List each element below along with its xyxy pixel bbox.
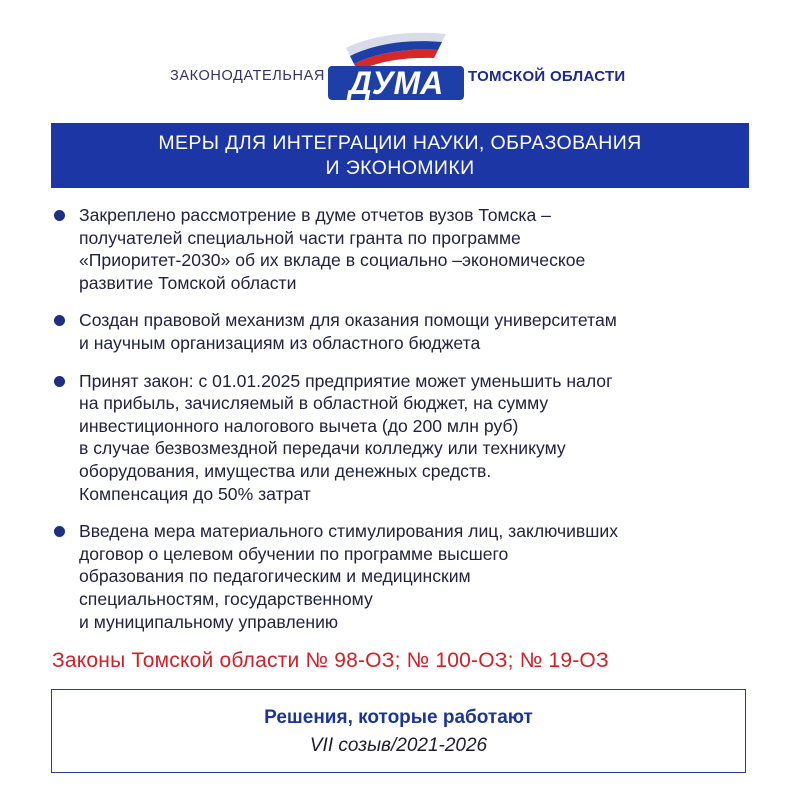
header (0, 28, 800, 116)
list-item (52, 204, 762, 294)
list-item-line: оборудования, имущества или денежных средств. (79, 460, 492, 481)
measures-list (52, 204, 762, 648)
list-item-line: и муниципальному управлению (79, 611, 339, 632)
bullet-dot-icon (54, 315, 65, 326)
title-line-2: И ЭКОНОМИКИ (325, 156, 475, 179)
title-banner (51, 123, 749, 188)
list-item (52, 520, 762, 633)
bullet-dot-icon (54, 376, 65, 387)
list-item (52, 309, 762, 354)
list-item-line: и научным организациям из областного бюджета (79, 332, 481, 353)
list-item-line: «Приоритет-2030» об их вкладе в социально –экономическое (79, 250, 586, 271)
bullet-dot-icon (54, 210, 65, 221)
list-item (52, 370, 762, 506)
list-item-line: Создан правовой механизм для оказания помощи университетам (79, 310, 617, 331)
list-item-line: Закреплено рассмотрение в думе отчетов вузов Томска – (79, 205, 551, 225)
list-item-line: Введена мера материального стимулирования лиц, заключивших (79, 521, 619, 542)
footer-title: Решения, которые работают (264, 707, 533, 728)
laws-reference: Законы Томской области № 98-ОЗ; № 100-ОЗ; № 19-ОЗ (52, 649, 609, 672)
logo-word: ДУМА (348, 65, 444, 101)
list-item-line: образования по педагогическим и медицинским (79, 566, 471, 587)
header-left-text: ЗАКОНОДАТЕЛЬНАЯ (170, 68, 325, 84)
bullet-dot-icon (54, 526, 65, 537)
footer-box (51, 689, 746, 773)
list-item-line: развитие Томской области (79, 272, 297, 293)
list-item-line: Принят закон: с 01.01.2025 предприятие может уменьшить налог (79, 370, 613, 391)
list-item-line: на прибыль, зачисляемый в областной бюджет, на сумму (79, 393, 549, 414)
list-item-line: в случае безвозмездной передачи колледжу или техникуму (79, 438, 566, 459)
list-item-line: получателей специальной части гранта по программе (79, 227, 521, 248)
header-right-text: ТОМСКОЙ ОБЛАСТИ (468, 68, 626, 85)
footer-subtitle: VII созыв/2021-2026 (309, 735, 488, 756)
list-item-line: инвестиционного налогового вычета (до 200 млн руб) (79, 415, 519, 436)
duma-logo (326, 28, 466, 106)
list-item-line: Компенсация до 50% затрат (79, 483, 311, 504)
list-item-line: договор о целевом обучении по программе высшего (79, 543, 509, 564)
title-line-1: МЕРЫ ДЛЯ ИНТЕГРАЦИИ НАУКИ, ОБРАЗОВАНИЯ (158, 131, 642, 154)
list-item-line: специальностям, государственному (79, 588, 373, 609)
